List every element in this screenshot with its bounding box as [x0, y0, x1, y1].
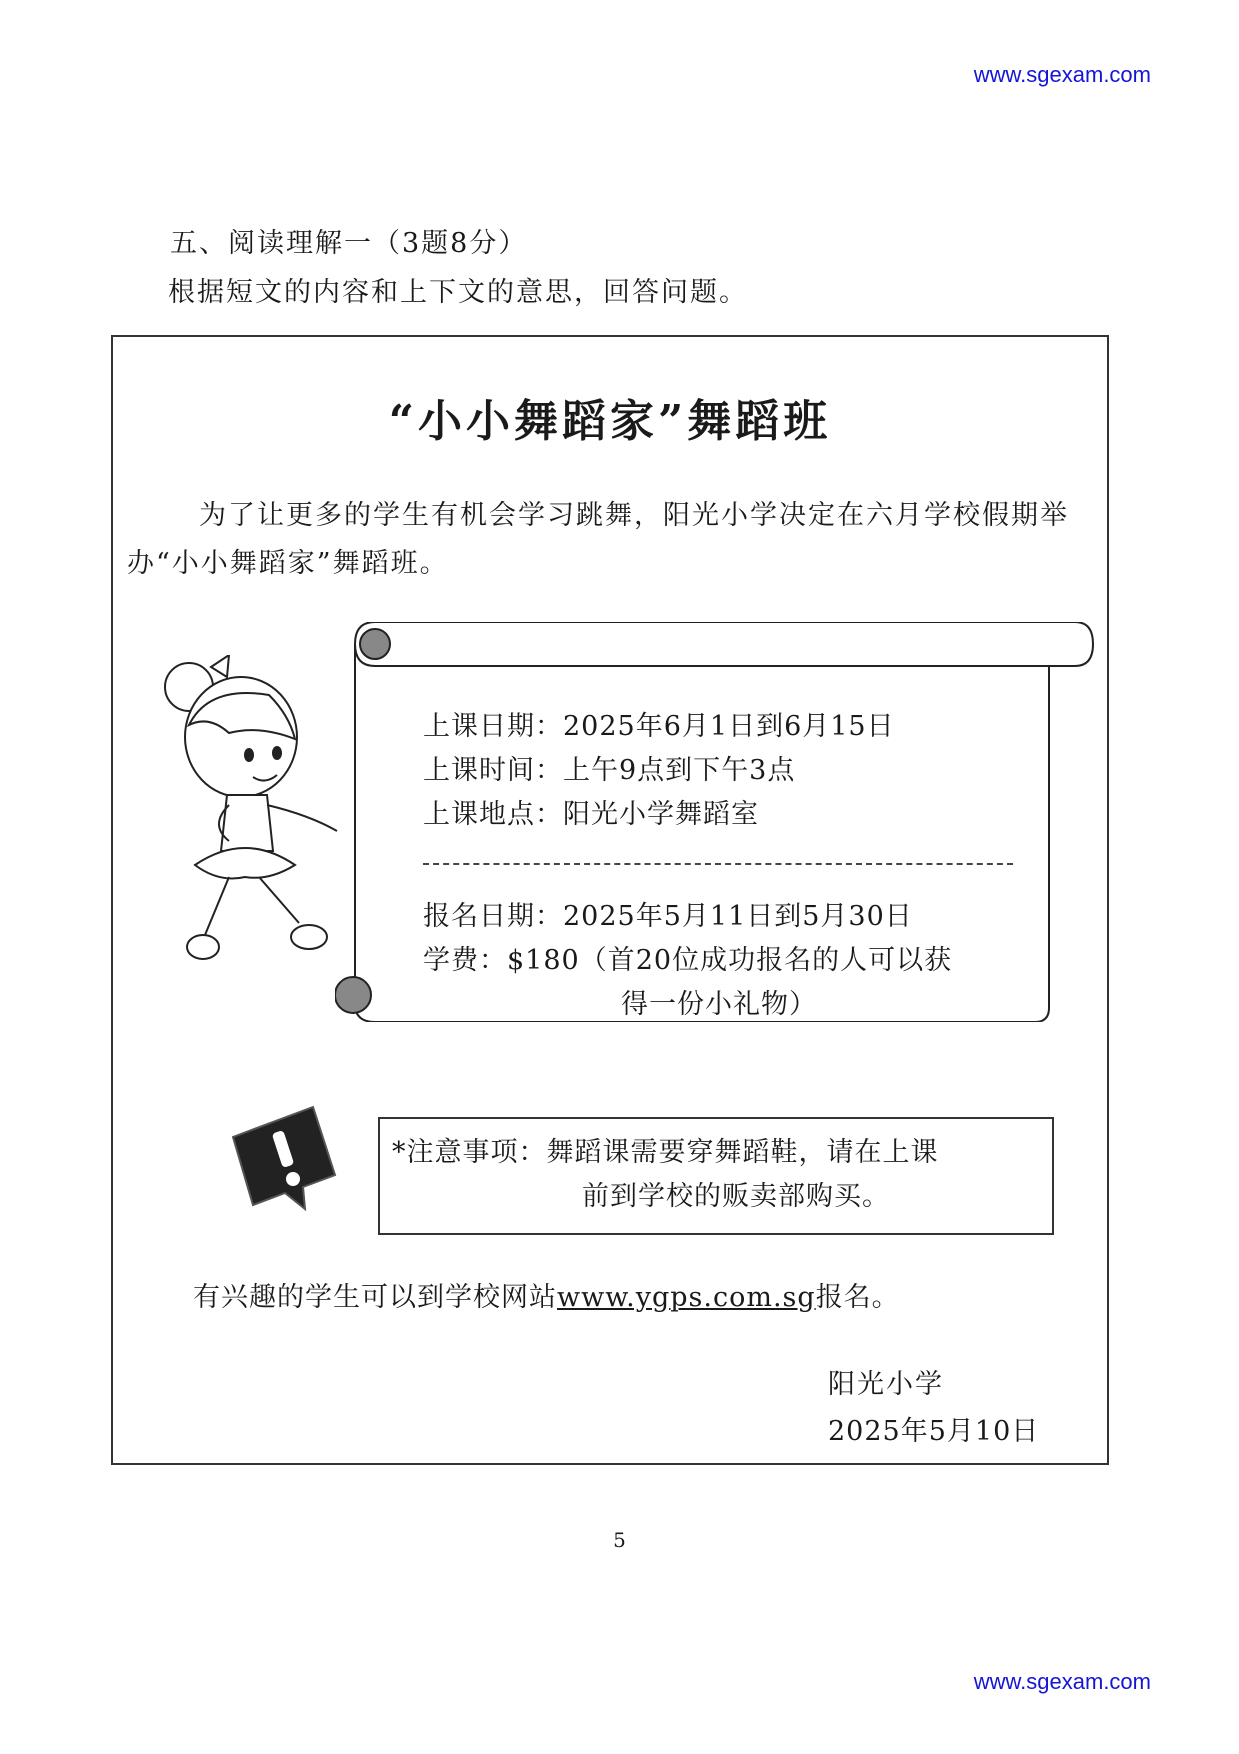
signup-line	[193, 1275, 900, 1314]
notice-box	[111, 335, 1109, 1465]
page-number: 5	[613, 1528, 626, 1552]
registration-dates: 报名日期：2025年5月11日到5月30日	[423, 901, 913, 932]
fee-line-1: 学费：$180（首20位成功报名的人可以获	[423, 945, 953, 976]
note-line-1: *注意事项：舞蹈课需要穿舞蹈鞋，请在上课	[392, 1137, 939, 1168]
note-line-2: 前到学校的贩卖部购买。	[582, 1181, 890, 1212]
signup-suffix: 报名。	[815, 1282, 900, 1313]
ballerina-girl-illustration	[149, 655, 349, 975]
registration-info	[423, 895, 1043, 1027]
fee-line-2: 得一份小礼物）	[621, 989, 817, 1020]
signup-prefix: 有兴趣的学生可以到学校网站	[193, 1282, 557, 1313]
class-venue: 上课地点：阳光小学舞蹈室	[423, 799, 759, 830]
class-info	[423, 705, 1023, 837]
school-website-link[interactable]: www.ygps.com.sg	[557, 1282, 816, 1313]
notice-title: “小小舞蹈家”舞蹈班	[388, 396, 832, 447]
exclamation-warning-icon	[223, 1097, 353, 1217]
dashed-divider	[423, 863, 1013, 865]
notice-intro: 为了让更多的学生有机会学习跳舞，阳光小学决定在六月学校假期举办“小小舞蹈家”舞蹈班。	[127, 500, 1069, 579]
note-box	[378, 1117, 1054, 1235]
class-dates: 上课日期：2025年6月1日到6月15日	[423, 711, 895, 742]
signoff-date: 2025年5月10日	[828, 1416, 1040, 1447]
section-instruction: 根据短文的内容和上下文的意思，回答问题。	[168, 277, 748, 308]
class-time: 上课时间：上午9点到下午3点	[423, 755, 796, 786]
watermark-link-bottom[interactable]: www.sgexam.com	[973, 1669, 1151, 1694]
section-heading: 五、阅读理解一（3题8分）	[170, 228, 528, 259]
watermark-link-top[interactable]: www.sgexam.com	[973, 62, 1151, 87]
signoff-org: 阳光小学	[828, 1369, 944, 1400]
